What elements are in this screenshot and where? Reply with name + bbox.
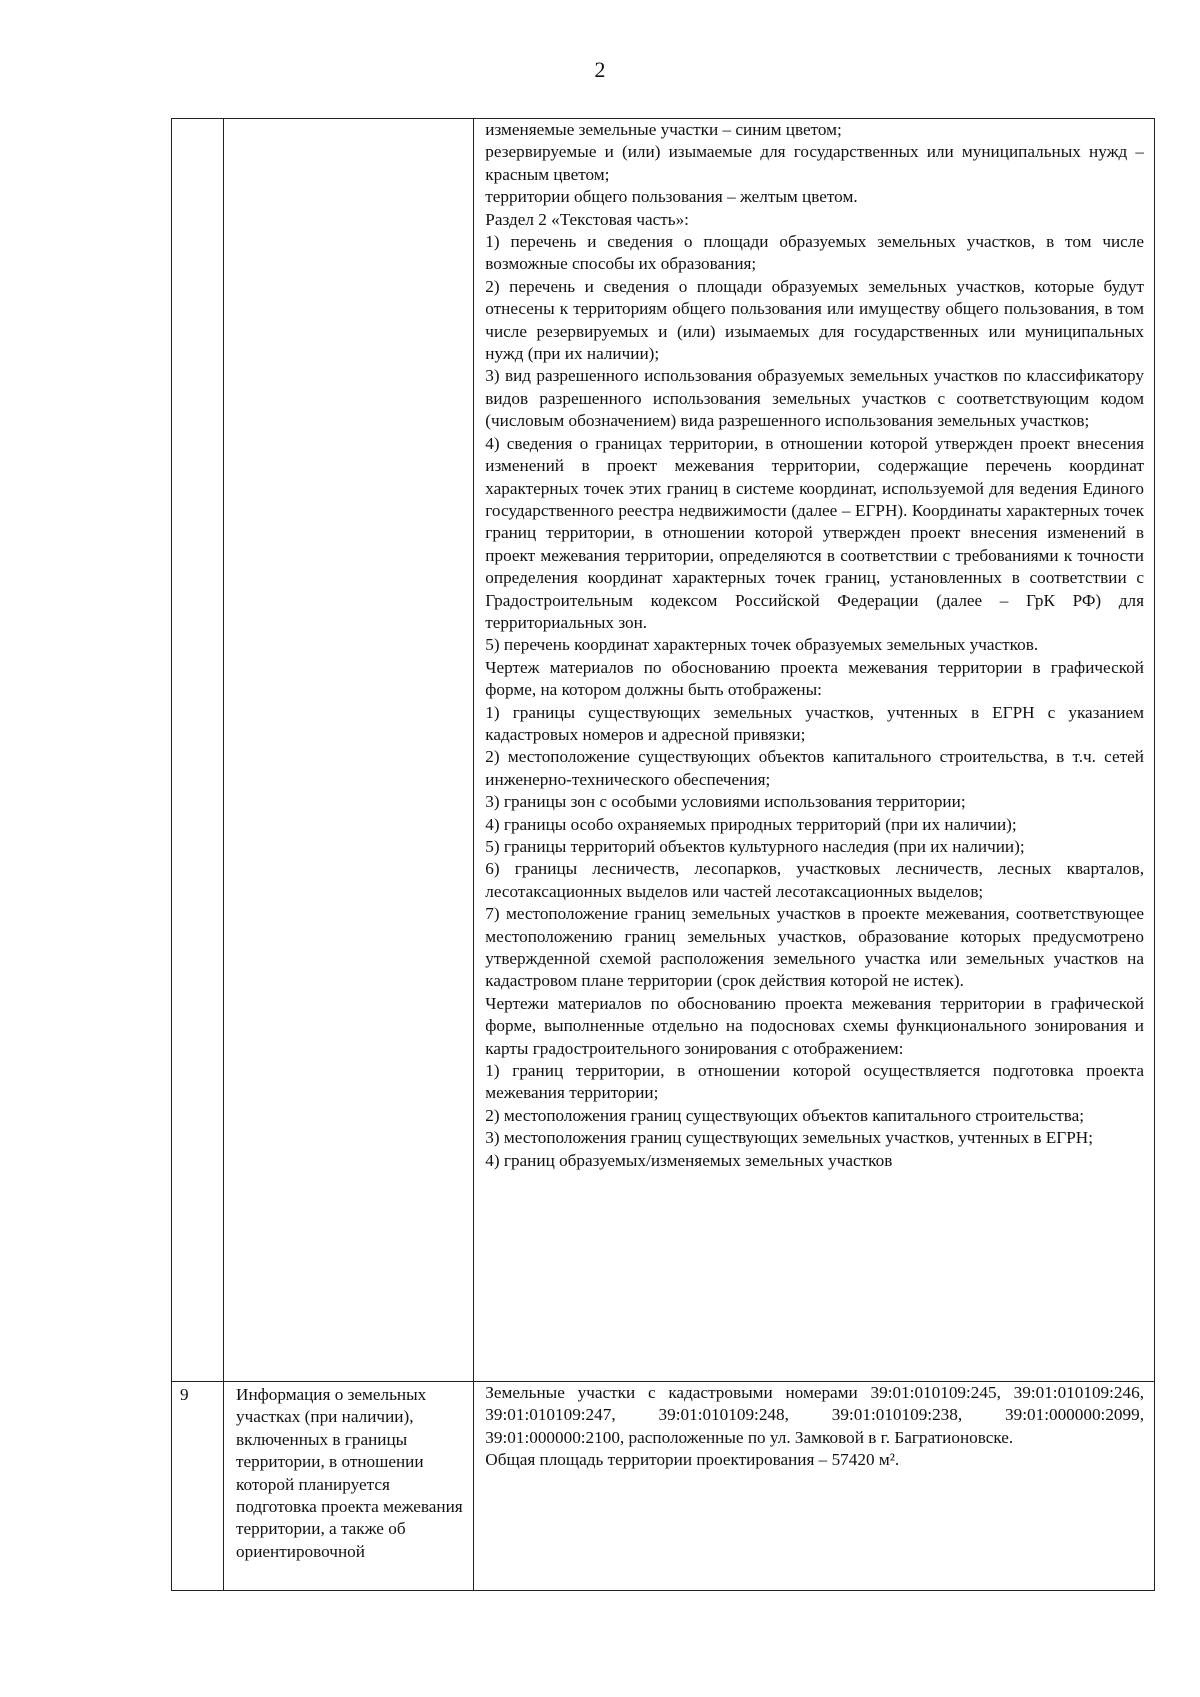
- paragraph: 2) перечень и сведения о площади образуемых земельных участков, которые будут отнесены к территориям общего пользования или имуществу общего пользования, в том числе резервируемых и (или) изымаемых для государственных или муниципальных нужд (при их наличии);: [485, 276, 1144, 364]
- paragraph: 2) местоположения границ существующих объектов капитального строительства;: [485, 1105, 1085, 1125]
- paragraph: Чертежи материалов по обоснованию проекта межевания территории в графической форме, выполненные отдельно на подосновах схемы функционального зонирования и карты градостроительного зонирования с отображением:: [485, 993, 1144, 1058]
- row-content-cell: [474, 119, 1155, 1382]
- paragraph: 3) границы зон с особыми условиями использования территории;: [485, 792, 966, 812]
- paragraph: территории общего пользования – желтым цветом.: [485, 187, 858, 207]
- row-number: 9: [180, 1385, 189, 1404]
- page-number: 2: [594, 57, 606, 82]
- paragraph: 4) границы особо охраняемых природных территорий (при их наличии);: [485, 814, 1017, 834]
- row-name: Информация о земельных участках (при наличии), включенных в границы территории, в отношении которой планируется подготовка проекта межевания территории, а также об ориентировочной: [236, 1385, 463, 1561]
- row-name: [224, 119, 473, 121]
- table-row: [172, 1382, 1155, 1591]
- paragraph: Чертеж материалов по обоснованию проекта межевания территории в графической форме, на котором должны быть отображены:: [485, 657, 1144, 700]
- paragraph: 1) перечень и сведения о площади образуемых земельных участков, в том числе возможные способы их образования;: [485, 232, 1144, 274]
- table-row: [172, 119, 1155, 1382]
- row-number-cell: [172, 1382, 224, 1591]
- row-name-cell: [224, 119, 474, 1382]
- paragraph: 1) границы существующих земельных участков, учтенных в ЕГРН с указанием кадастровых номеров и адресной привязки;: [485, 702, 1144, 744]
- paragraph: Земельные участки с кадастровыми номерами 39:01:010109:245, 39:01:010109:246, 39:01:010109:247, 39:01:010109:248, 39:01:010109:238, 39:01:000000:2099, 39:01:000000:2100, расположенные по ул. Замковой в г. Багратионовске.: [485, 1383, 1144, 1447]
- paragraph: 3) вид разрешенного использования образуемых земельных участков по классификатору видов разрешенного использования земельных участков с соответствующим кодом (числовым обозначением) вида разрешенного использования земельных участков;: [485, 366, 1144, 431]
- row-name-cell: [224, 1382, 474, 1591]
- paragraph: 6) границы лесничеств, лесопарков, участковых лесничеств, лесных кварталов, лесотаксационных выделов или частей лесотаксационных выделов;: [485, 859, 1144, 901]
- paragraph: 5) границы территорий объектов культурного наследия (при их наличии);: [485, 837, 1025, 856]
- paragraph: 5) перечень координат характерных точек образуемых земельных участков.: [485, 635, 1039, 655]
- paragraph: 2) местоположение существующих объектов капитального строительства, в т.ч. сетей инженерно-технического обеспечения;: [485, 747, 1144, 789]
- paragraph: 4) сведения о границах территории, в отношении которой утвержден проект внесения изменений в проект межевания территории, содержащие перечень координат характерных точек этих границ в системе координат, используемой для ведения Единого государственного реестра недвижимости (далее – ЕГРН). Координаты характерных точек границ территории, в отношении которой утвержден проект внесения изменений в проект межевания территории, определяются в соответствии с требованиями к точности определения координат характерных точек границ, установленных в соответствии с Градостроительным кодексом Российской Федерации (далее – ГрК РФ) для территориальных зон.: [485, 433, 1144, 632]
- paragraph: 1) границ территории, в отношении которой осуществляется подготовка проекта межевания территории;: [485, 1061, 1144, 1103]
- row-number: [172, 119, 223, 121]
- paragraph: 4) границ образуемых/изменяемых земельных участков: [485, 1150, 893, 1170]
- paragraph: Общая площадь территории проектирования – 57420 м².: [485, 1450, 900, 1470]
- paragraph: резервируемые и (или) изымаемые для государственных или муниципальных нужд – красным цветом;: [485, 142, 1144, 184]
- paragraph: Раздел 2 «Текстовая часть»:: [485, 209, 689, 229]
- paragraph: 7) местоположение границ земельных участков в проекте межевания, соответствующее местоположению границ земельных участков, образование которых предусмотрено утвержденной схемой расположения земельного участка или земельных участков на кадастровом плане территории (срок действия которой не истек).: [485, 904, 1144, 991]
- paragraph: 3) местоположения границ существующих земельных участков, учтенных в ЕГРН;: [485, 1128, 1093, 1148]
- paragraph: изменяемые земельные участки – синим цветом;: [485, 120, 842, 139]
- requirements-table: [171, 118, 1155, 1591]
- row-number-cell: [172, 119, 224, 1382]
- row-content-cell: [474, 1382, 1155, 1591]
